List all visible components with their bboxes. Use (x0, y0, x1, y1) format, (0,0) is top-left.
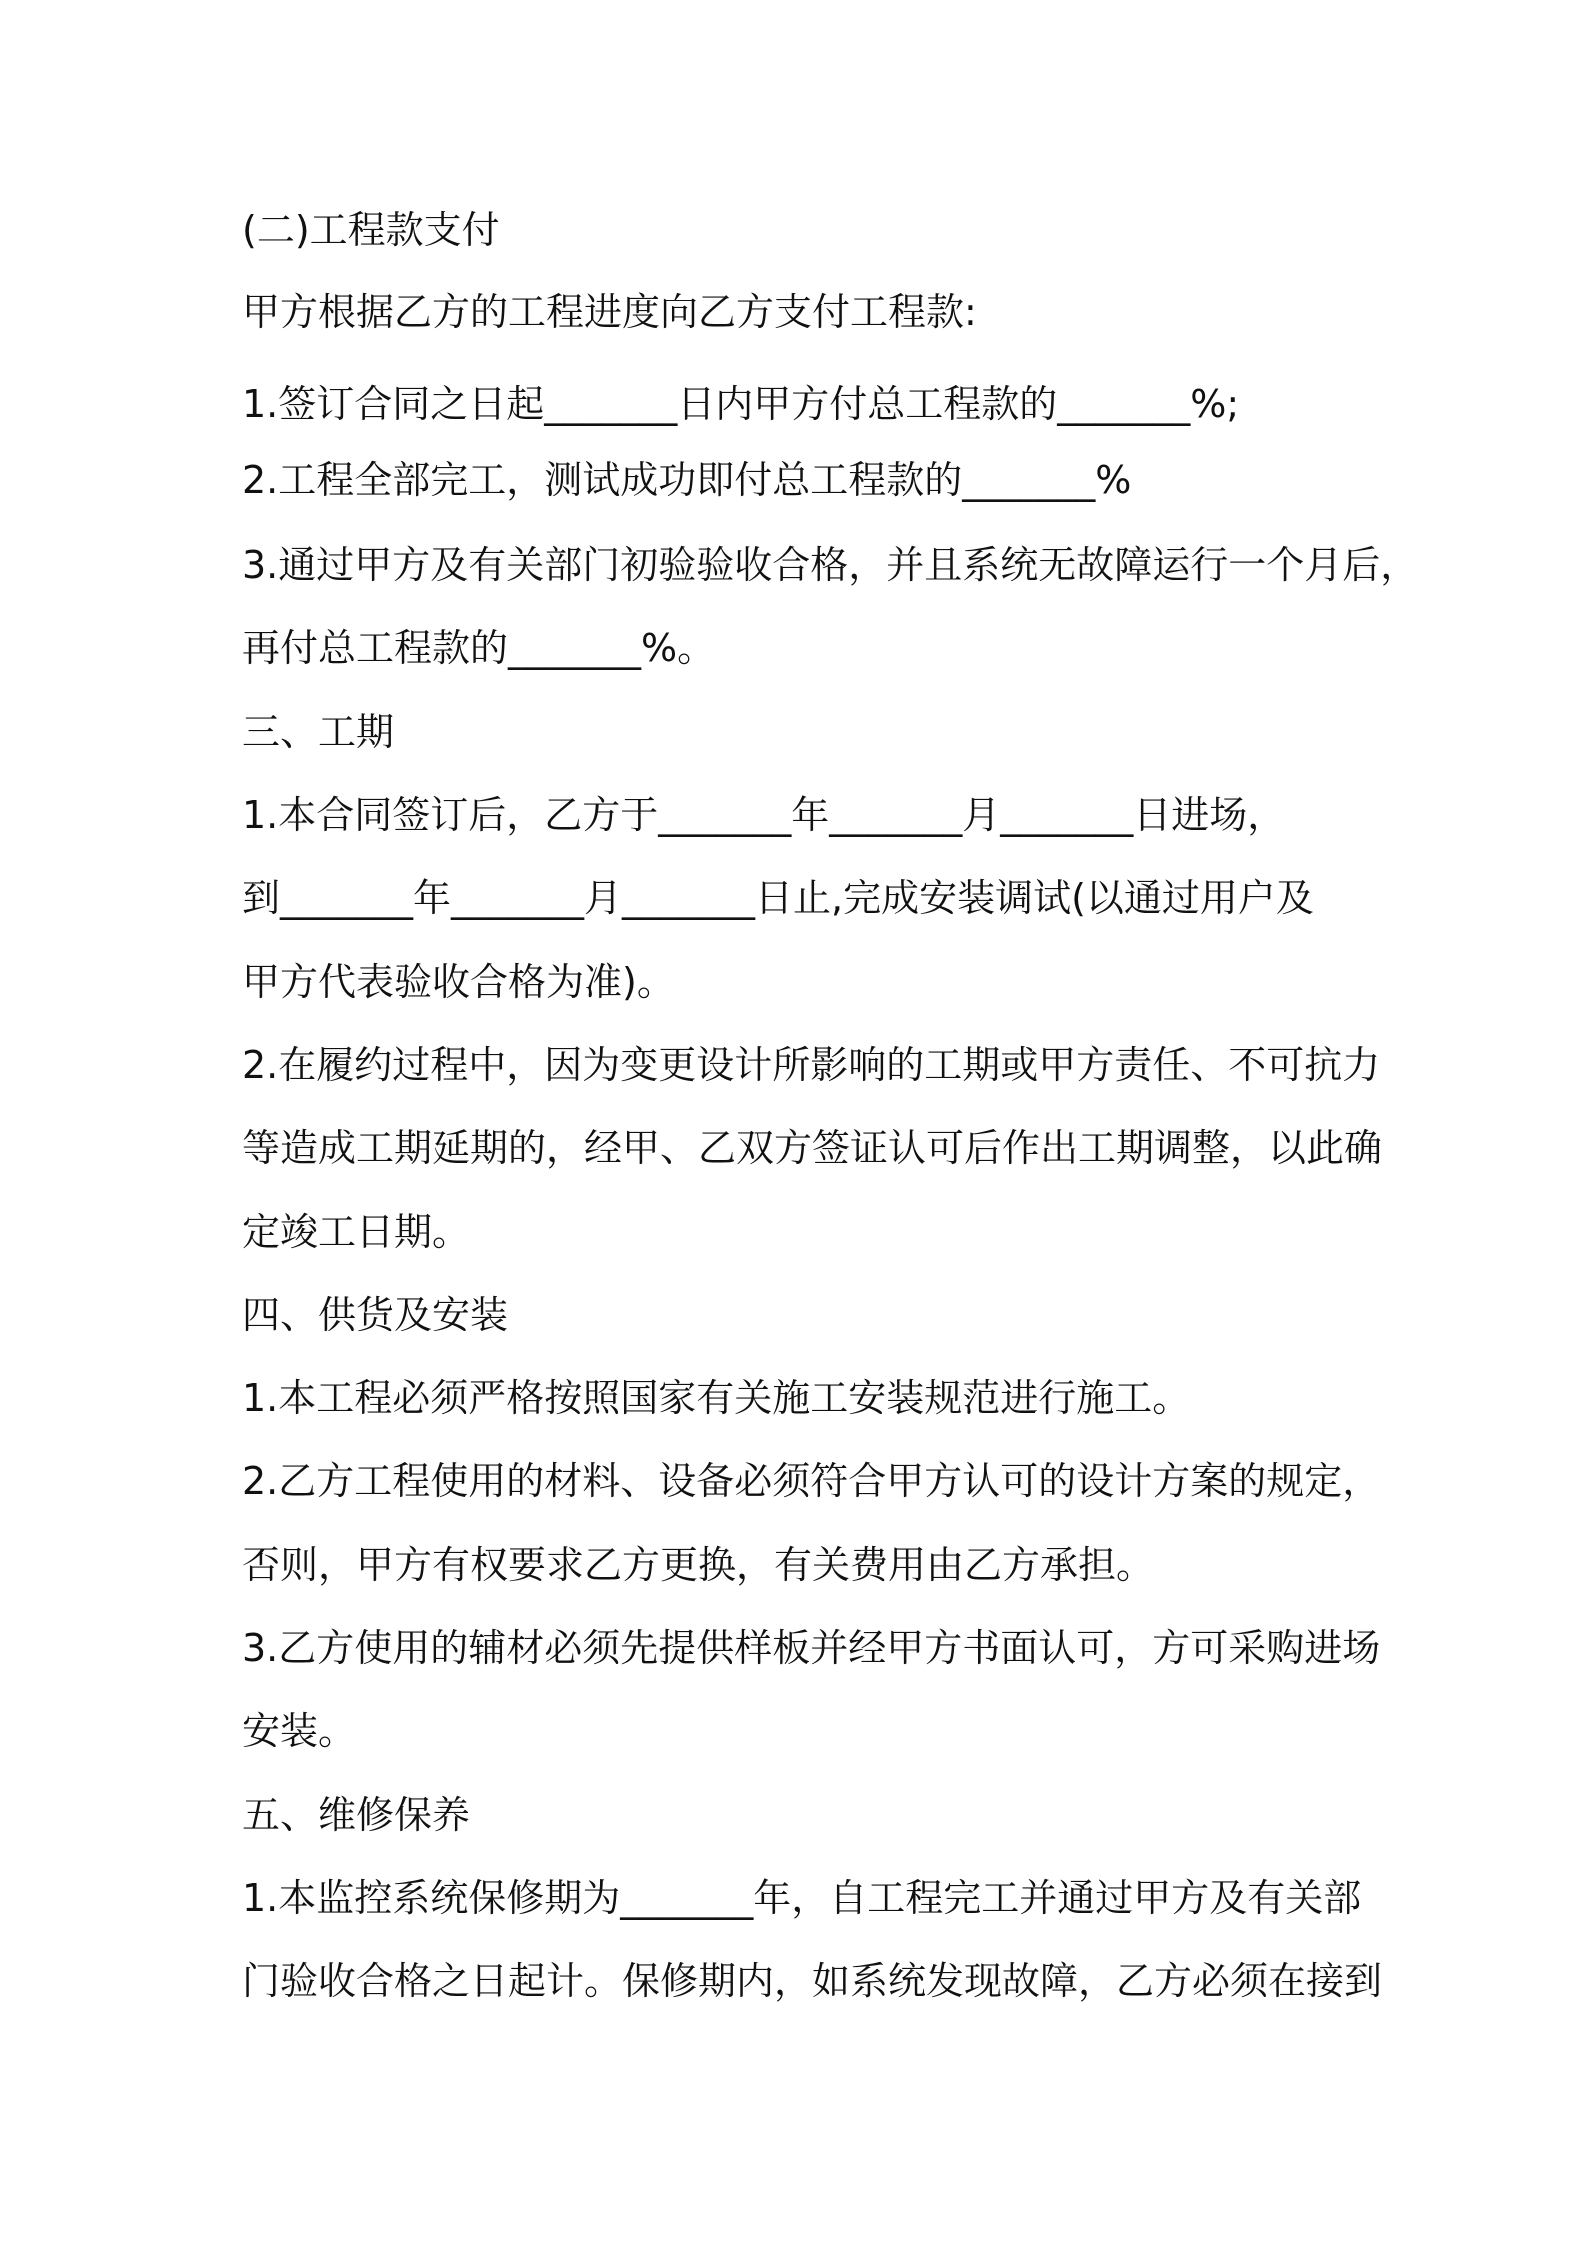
paragraph-line: 定竣工日期。 (242, 1210, 471, 1254)
clause-schedule-2: 2.在履约过程中，因为变更设计所影响的工期或甲方责任、不可抗力 (242, 1043, 1381, 1087)
paragraph-line: 再付总工程款的_______%。 (242, 626, 716, 670)
clause-payment-2: 2.工程全部完工，测试成功即付总工程款的_______% (242, 458, 1132, 502)
paragraph-line: 安装。 (242, 1709, 357, 1753)
paragraph-line: 甲方代表验收合格为准)。 (242, 960, 675, 1004)
section-heading-supply: 四、供货及安装 (242, 1293, 509, 1337)
section-heading-maintenance: 五、维修保养 (242, 1793, 471, 1837)
clause-supply-1: 1.本工程必须严格按照国家有关施工安装规范进行施工。 (242, 1376, 1191, 1420)
clause-supply-3: 3.乙方使用的辅材必须先提供样板并经甲方书面认可，方可采购进场 (242, 1626, 1381, 1670)
clause-schedule-1: 1.本合同签订后，乙方于_______年_______月_______日进场， (242, 793, 1286, 837)
clause-payment-1: 1.签订合同之日起_______日内甲方付总工程款的_______%; (242, 382, 1240, 426)
paragraph-line: 到_______年_______月_______日止,完成安装调试(以通过用户及 (242, 876, 1314, 920)
clause-supply-2: 2.乙方工程使用的材料、设备必须符合甲方认可的设计方案的规定， (242, 1459, 1381, 1503)
paragraph-line: 门验收合格之日起计。保修期内，如系统发现故障，乙方必须在接到 (242, 1959, 1383, 2003)
clause-payment-3: 3.通过甲方及有关部门初验验收合格，并且系统无故障运行一个月后， (242, 543, 1419, 587)
section-heading-payment: (二)工程款支付 (242, 208, 500, 252)
section-heading-schedule: 三、工期 (242, 710, 395, 754)
paragraph-line: 否则，甲方有权要求乙方更换，有关费用由乙方承担。 (242, 1543, 1155, 1587)
paragraph-line: 甲方根据乙方的工程进度向乙方支付工程款: (242, 290, 977, 334)
clause-maintenance-1: 1.本监控系统保修期为_______年，自工程完工并通过甲方及有关部 (242, 1876, 1362, 1920)
paragraph-line: 等造成工期延期的，经甲、乙双方签证认可后作出工期调整，以此确 (242, 1126, 1383, 1170)
